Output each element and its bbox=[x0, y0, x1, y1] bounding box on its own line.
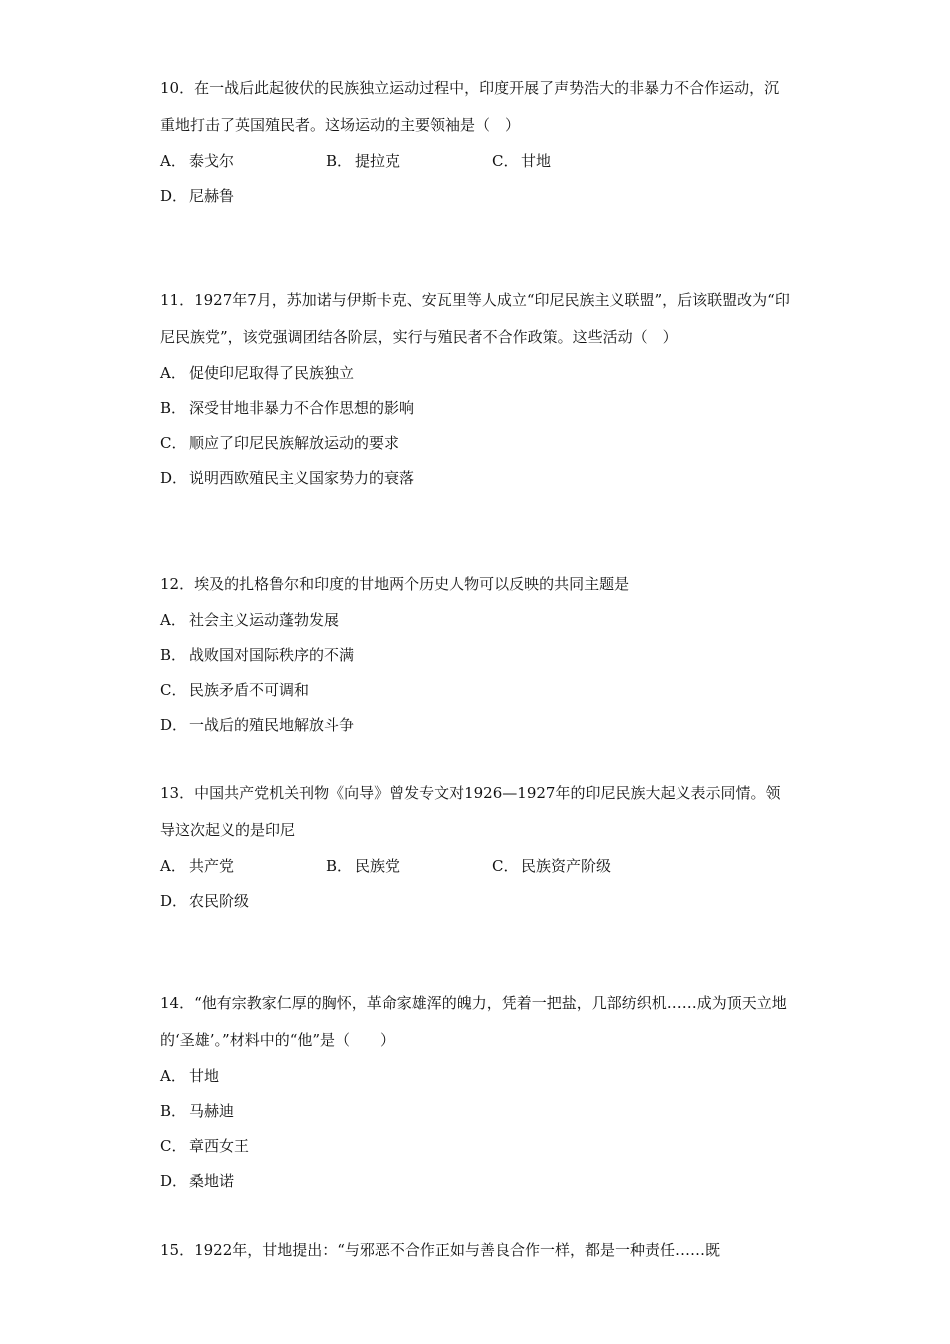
question-text: 埃及的扎格鲁尔和印度的甘地两个历史人物可以反映的共同主题是 bbox=[194, 575, 630, 593]
option-b[interactable]: B． 马赫迪 bbox=[160, 1102, 235, 1120]
option-a[interactable]: A． 甘地 bbox=[160, 1067, 220, 1085]
option-a[interactable]: A． 社会主义运动蓬勃发展 bbox=[160, 611, 340, 629]
question-stem bbox=[160, 985, 790, 1059]
option-list bbox=[160, 849, 790, 919]
option-c[interactable]: C． 民族资产阶级 bbox=[492, 857, 612, 875]
question-11 bbox=[160, 282, 790, 496]
question-text: “他有宗教家仁厚的胸怀，革命家雄浑的魄力，凭着一把盐，几部纺织机……成为顶天立地的‘圣雄’。”材料中的“他”是（ ） bbox=[160, 994, 787, 1049]
option-d[interactable]: D． 桑地诺 bbox=[160, 1172, 235, 1190]
option-list bbox=[160, 1059, 790, 1199]
option-list bbox=[160, 356, 790, 496]
question-number: 15． bbox=[160, 1241, 195, 1259]
question-12 bbox=[160, 566, 790, 743]
option-d[interactable]: D． 一战后的殖民地解放斗争 bbox=[160, 716, 355, 734]
question-stem bbox=[160, 1232, 790, 1269]
question-text: 在一战后此起彼伏的民族独立运动过程中，印度开展了声势浩大的非暴力不合作运动，沉重地打击了英国殖民者。这场运动的主要领袖是（ ） bbox=[160, 79, 780, 134]
question-number: 12． bbox=[160, 575, 195, 593]
option-c[interactable]: C． 章西女王 bbox=[160, 1137, 250, 1155]
question-text: 1922年，甘地提出：“与邪恶不合作正如与善良合作一样，都是一种责任……既 bbox=[194, 1241, 720, 1259]
question-number: 11． bbox=[160, 291, 195, 309]
option-b[interactable]: B． 深受甘地非暴力不合作思想的影响 bbox=[160, 399, 415, 417]
option-b[interactable]: B． 民族党 bbox=[326, 857, 401, 875]
option-a[interactable]: A． 促使印尼取得了民族独立 bbox=[160, 364, 355, 382]
question-13 bbox=[160, 775, 790, 919]
option-a[interactable]: A． 泰戈尔 bbox=[160, 152, 235, 170]
question-number: 10． bbox=[160, 79, 195, 97]
question-stem bbox=[160, 775, 790, 849]
question-14 bbox=[160, 985, 790, 1199]
option-c[interactable]: C． 顺应了印尼民族解放运动的要求 bbox=[160, 434, 400, 452]
question-text: 1927年7月，苏加诺与伊斯卡克、安瓦里等人成立“印尼民族主义联盟”，后该联盟改为“印尼民族党”，该党强调团结各阶层，实行与殖民者不合作政策。这些活动（ ） bbox=[160, 291, 790, 346]
question-10 bbox=[160, 70, 790, 214]
question-number: 14． bbox=[160, 994, 195, 1012]
option-a[interactable]: A． 共产党 bbox=[160, 857, 235, 875]
option-list bbox=[160, 144, 790, 214]
option-c[interactable]: C． 民族矛盾不可调和 bbox=[160, 681, 310, 699]
option-b[interactable]: B． 战败国对国际秩序的不满 bbox=[160, 646, 355, 664]
option-d[interactable]: D． 说明西欧殖民主义国家势力的衰落 bbox=[160, 469, 415, 487]
question-15 bbox=[160, 1232, 790, 1269]
question-stem bbox=[160, 566, 790, 603]
option-b[interactable]: B． 提拉克 bbox=[326, 152, 401, 170]
option-d[interactable]: D． 尼赫鲁 bbox=[160, 187, 235, 205]
option-list bbox=[160, 603, 790, 743]
option-d[interactable]: D． 农民阶级 bbox=[160, 892, 250, 910]
question-stem bbox=[160, 282, 790, 356]
option-c[interactable]: C． 甘地 bbox=[492, 152, 552, 170]
question-text: 中国共产党机关刊物《向导》曾发专文对1926—1927年的印尼民族大起义表示同情。领导这次起义的是印尼 bbox=[160, 784, 781, 839]
question-stem bbox=[160, 70, 790, 144]
question-number: 13． bbox=[160, 784, 195, 802]
